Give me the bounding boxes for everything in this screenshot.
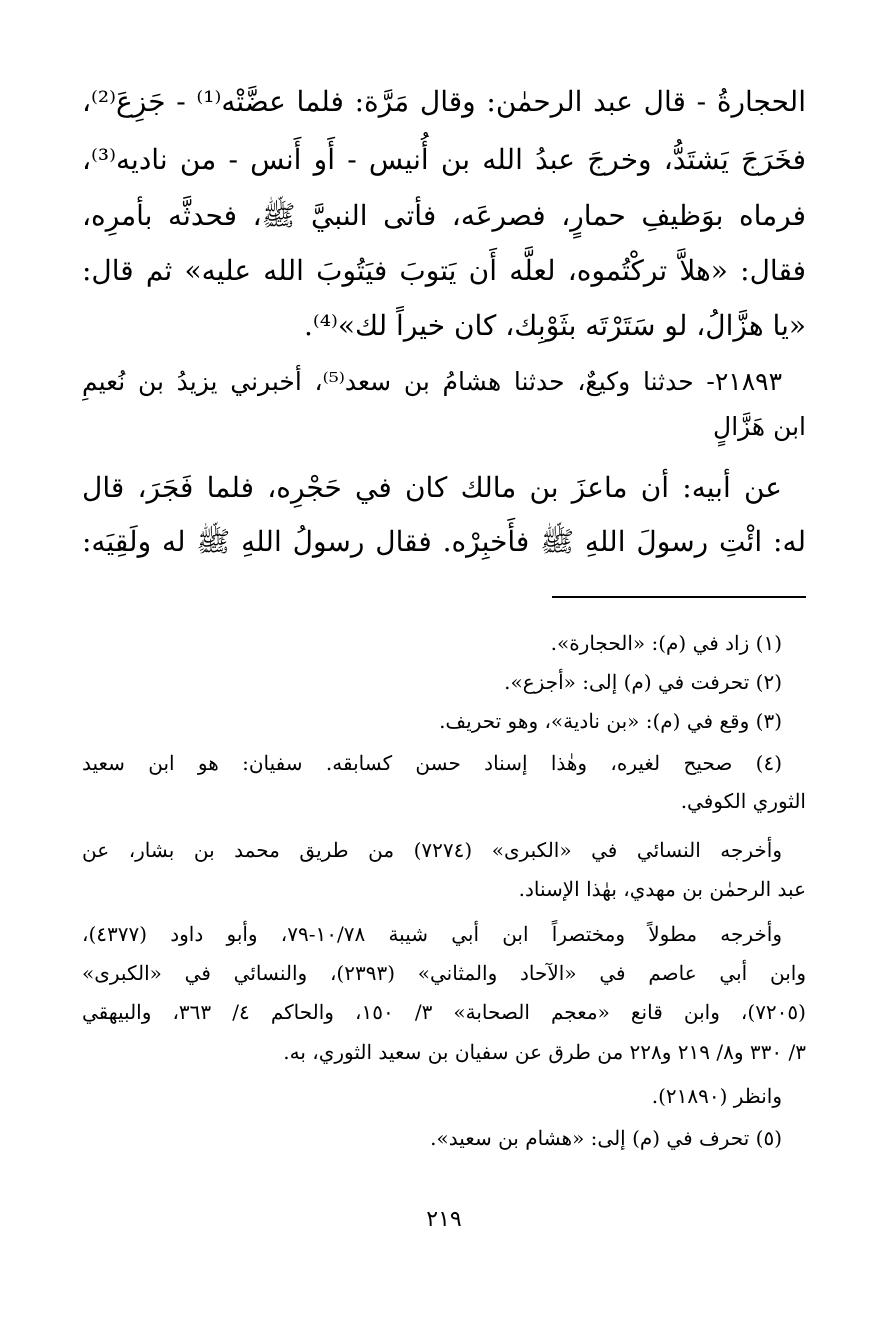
main-text-line: فرماه بوَظيفِ حمارٍ، فصرعَه، فأتى النبيَّ ﷺ، فحدثَّه بأمرِه، [82, 199, 806, 232]
footnote-line: وأخرجه النسائي في «الكبرى» (٧٢٧٤) من طريق محمد بن بشار، عن [82, 838, 782, 862]
page-number: ٢١٩ [426, 1207, 462, 1232]
footnote-line: (٢) تحرفت في (م) إلى: «أجزع». [504, 670, 782, 694]
hadith-header-line: ٢١٨٩٣- حدثنا وكيعٌ، حدثنا هشامُ بن سعد⁽⁵⁾، أخبرني يزيدُ بن نُعيمِ [82, 367, 782, 396]
footnote-line: (٥) تحرف في (م) إلى: «هشام بن سعيد». [430, 1126, 782, 1150]
footnote-line: (٤) صحيح لغيره، وهٰذا إسناد حسن كسابقه. سفيان: هو ابن سعيد [82, 751, 782, 775]
main-text-line: له: ائْتِ رسولَ اللهِ ﷺ فأَخبِرْه. فقال رسولُ اللهِ ﷺ له ولَقِيَه: [82, 525, 806, 558]
footnote-line: ٣/ ٣٣٠ و٨/ ٢١٩ و٢٢٨ من طرق عن سفيان بن سعيد الثوري، به. [283, 1040, 806, 1064]
footnote-line: (١) زاد في (م): «الحجارة». [550, 631, 782, 655]
footnote-line: (٣) وقع في (م): «بن نادية»، وهو تحريف. [439, 709, 782, 733]
footnote-line: وانظر (٢١٨٩٠). [651, 1084, 782, 1108]
main-text-line: عن أبيه: أن ماعزَ بن مالك كان في حَجْرِه، فلما فَجَرَ، قال [82, 471, 782, 504]
footnote-line: وأخرجه مطولاً ومختصراً ابن أبي شيبة ١٠/٧٨-٧٩، وأبو داود (٤٣٧٧)، [82, 922, 782, 946]
hadith-header-line: ابن هَزَّالٍ [713, 412, 806, 441]
footnote-line: الثوري الكوفي. [680, 789, 806, 813]
main-text-line: فخَرَجَ يَشتَدُّ، وخرجَ عبدُ الله بن أُنيس - أَو أَنس - من ناديه⁽³⁾، [82, 143, 806, 176]
main-text-line: فقال: «هلاَّ تركْتُموه، لعلَّه أَن يَتوبَ فيَتُوبَ الله عليه» ثم قال: [82, 254, 806, 287]
main-text-line: الحجارةُ - قال عبد الرحمٰن: وقال مَرَّة: فلما عضَّتْه⁽¹⁾ - جَزِعَ⁽²⁾، [82, 85, 806, 118]
footnote-line: عبد الرحمٰن بن مهدي، بهٰذا الإسناد. [518, 877, 806, 901]
footnote-line: وابن أبي عاصم في «الآحاد والمثاني» (٢٣٩٣)، والنسائي في «الكبرى» [82, 961, 806, 985]
main-text-line: «يا هزَّالُ، لو سَتَرْتَه بثَوْبِك، كان خيراً لك»⁽⁴⁾. [304, 309, 806, 342]
footnote-separator [552, 596, 806, 598]
footnote-line: (٧٢٠٥)، وابن قانع «معجم الصحابة» ٣/ ١٥٠، والحاكم ٤/ ٣٦٣، والبيهقي [82, 1000, 806, 1024]
